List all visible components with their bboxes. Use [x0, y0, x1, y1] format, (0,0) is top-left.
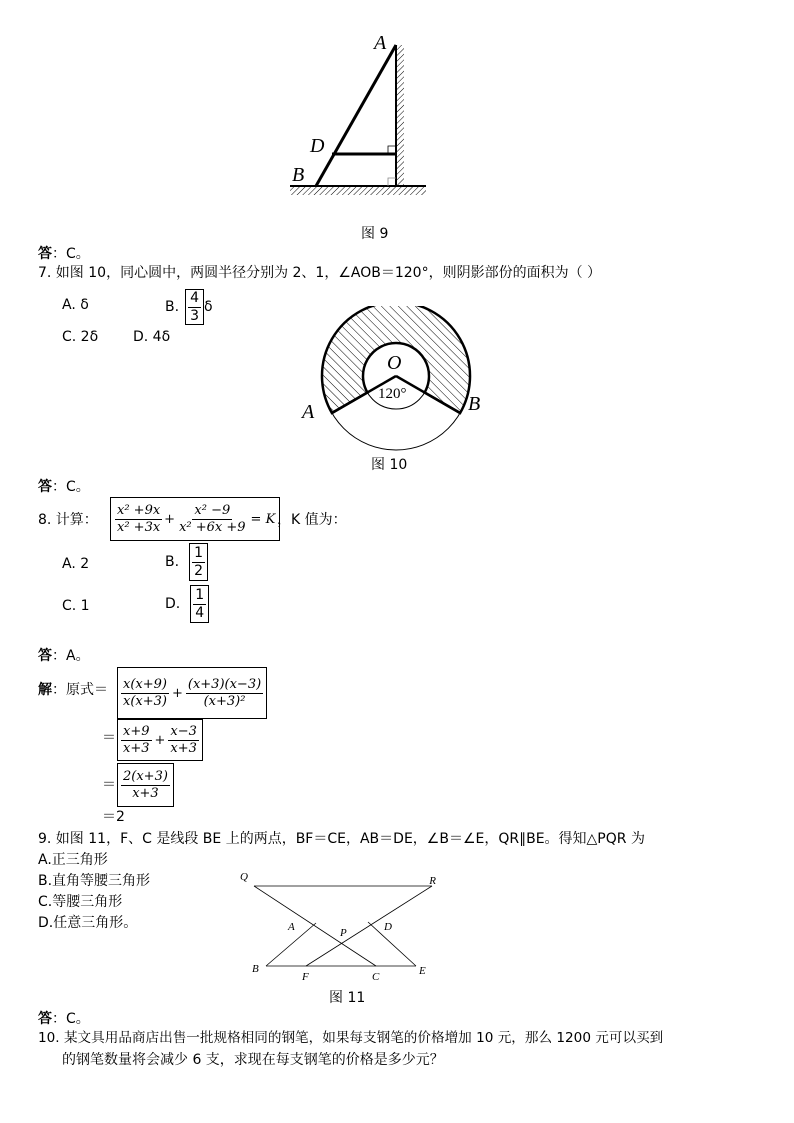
label-a: A — [374, 32, 387, 54]
q8-option-a: A. 2 — [62, 556, 90, 572]
answer-label: 答 — [38, 1011, 52, 1027]
option-label: B. — [165, 554, 180, 571]
right-angle-mark-b — [388, 178, 396, 186]
label-a: A — [288, 921, 295, 933]
solution-line-1 — [117, 667, 267, 719]
solution-lead: ：原式＝ — [52, 682, 108, 698]
label-q: Q — [240, 871, 248, 883]
q7-option-a: A. δ — [62, 297, 89, 313]
frac-den: x+3 — [132, 785, 159, 801]
q7-option-b — [165, 289, 213, 325]
frac-den: x+3 — [123, 740, 150, 756]
answer-6 — [38, 247, 90, 261]
figure-9-caption: 图 9 — [361, 226, 389, 242]
frac-num: (x+3)(x−3) — [187, 676, 262, 692]
label-d: D — [310, 135, 325, 157]
figure-11 — [236, 866, 436, 982]
label-d: D — [384, 921, 392, 933]
solution-8-lead — [38, 683, 108, 697]
label-c: C — [372, 971, 380, 982]
frac-num: x+9 — [123, 723, 150, 739]
frac-num: 4 — [190, 290, 199, 306]
frac-den: x+3 — [170, 740, 197, 756]
question-10-line-2: 的钢笔数量将会减少 6 支，求现在每支钢笔的价格是多少元？ — [62, 1052, 444, 1068]
frac-num: x² −9 — [194, 502, 231, 518]
option-suffix: δ — [203, 299, 213, 316]
question-8-suffix: ，K 值为： — [277, 512, 347, 528]
label-b: B — [468, 393, 481, 415]
frac-num: 1 — [195, 587, 205, 603]
plus-sign: + — [154, 732, 166, 748]
frac-den: x² +6x +9 — [179, 519, 246, 535]
label-f: F — [302, 971, 309, 982]
q9-option-d: D.任意三角形。 — [38, 915, 138, 931]
answer-text: ：C。 — [52, 246, 90, 262]
answer-8 — [38, 649, 90, 663]
angle-label: 120° — [378, 386, 407, 402]
frac-num: 1 — [194, 545, 203, 561]
figure-10 — [296, 306, 496, 456]
label-p: P — [340, 927, 347, 939]
answer-7 — [38, 480, 90, 494]
frac-den: x² +3x — [117, 519, 161, 535]
q9-option-b: B.直角等腰三角形 — [38, 873, 151, 889]
frac-den: 2 — [194, 562, 203, 579]
frac-den: 3 — [190, 307, 199, 324]
label-b: B — [292, 164, 305, 186]
label-e: E — [419, 965, 426, 977]
ground-hatch — [290, 187, 426, 195]
plus-sign: + — [164, 511, 176, 527]
label-r: R — [429, 875, 436, 887]
figure-9 — [280, 25, 440, 205]
question-7: 7. 如图 10，同心圆中，两圆半径分别为 2、1，∠AOB＝120°，则阴影部份的面积为（ ） — [38, 265, 602, 281]
option-label: B. — [165, 299, 180, 316]
frac-num: x(x+9) — [123, 676, 167, 692]
option-b-fraction — [185, 289, 204, 325]
question-8-prefix: 8. 计算： — [38, 512, 98, 528]
equals-k: = K — [250, 511, 276, 527]
figure-11-caption: 图 11 — [329, 990, 366, 1006]
answer-label: 答 — [38, 246, 52, 262]
question-10-line-1: 10. 某文具用品商店出售一批规格相同的钢笔，如果每支钢笔的价格增加 10 元，那么 1200 元可以买到 — [38, 1030, 664, 1046]
answer-text: ：C。 — [52, 1011, 90, 1027]
answer-text: ：A。 — [52, 648, 90, 664]
label-o: O — [387, 352, 402, 374]
answer-9 — [38, 1012, 90, 1026]
frac-num: x−3 — [170, 723, 197, 739]
ladder-ab — [316, 45, 396, 186]
equals-sign: ＝ — [102, 730, 116, 746]
answer-label: 答 — [38, 479, 52, 495]
label-a: A — [302, 401, 315, 423]
frac-den: 4 — [195, 604, 205, 621]
segment-qc — [254, 886, 376, 966]
q8-option-c: C. 1 — [62, 598, 90, 614]
q8-expression — [110, 497, 280, 541]
answer-label: 答 — [38, 648, 52, 664]
frac-den: x(x+3) — [123, 693, 167, 709]
q7-option-c: C. 2δ — [62, 329, 99, 345]
wall-hatch — [396, 45, 404, 187]
q8-option-b — [165, 543, 208, 581]
question-9: 9. 如图 11，F、C 是线段 BE 上的两点，BF＝CE，AB＝DE，∠B＝∠E，QR∥BE。得知△PQR 为 — [38, 831, 645, 847]
label-b: B — [252, 963, 259, 975]
solution-result: ＝2 — [102, 809, 125, 825]
segment-rf — [306, 886, 432, 966]
answer-text: ：C。 — [52, 479, 90, 495]
solution-line-3 — [117, 763, 174, 807]
q7-option-d: D. 4δ — [133, 329, 171, 345]
frac-den: (x+3)² — [203, 693, 246, 709]
equals-sign: ＝ — [102, 777, 116, 793]
q9-option-c: C.等腰三角形 — [38, 894, 123, 910]
segment-ed — [368, 922, 416, 966]
plus-sign: + — [171, 685, 183, 701]
figure-10-caption: 图 10 — [371, 457, 408, 473]
frac-num: x² +9x — [117, 502, 161, 518]
option-label: D. — [165, 596, 181, 613]
frac-num: 2(x+3) — [123, 768, 168, 784]
solution-line-2 — [117, 719, 203, 761]
q9-option-a: A.正三角形 — [38, 852, 108, 868]
q8-option-d — [165, 585, 209, 623]
solution-label: 解 — [38, 682, 52, 698]
